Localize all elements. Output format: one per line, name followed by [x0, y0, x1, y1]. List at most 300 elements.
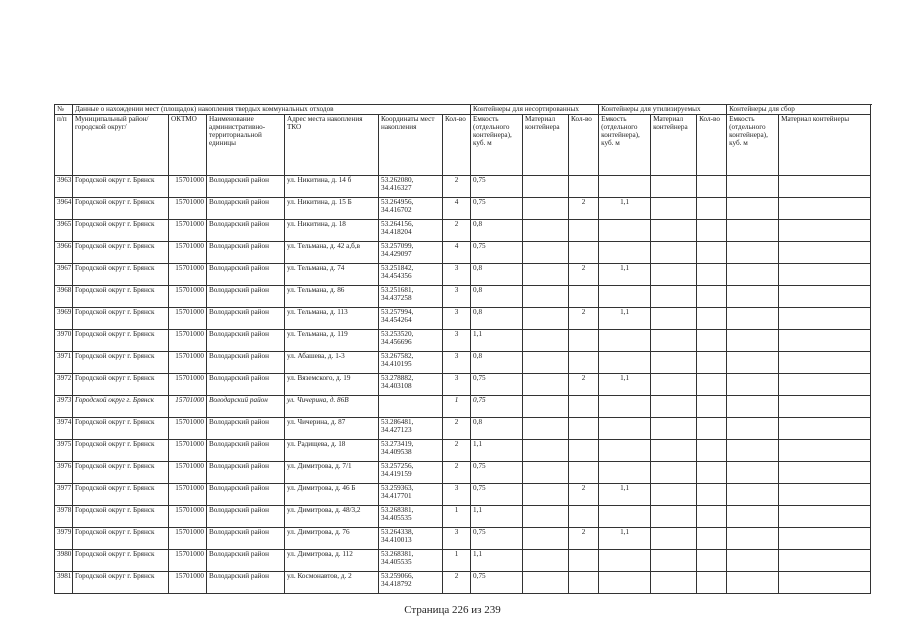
- table-cell: 3969: [55, 308, 73, 330]
- table-row: [55, 264, 871, 286]
- table-cell: 3: [443, 528, 471, 550]
- group-header: Контейнеры для утилизируемых: [599, 105, 727, 115]
- table-cell: 2: [569, 308, 599, 330]
- table-cell: [651, 264, 697, 286]
- column-header: ОКТМО: [169, 115, 207, 176]
- table-cell: 0,8: [471, 352, 523, 374]
- table-cell: 53.259363, 34.417701: [379, 484, 443, 506]
- table-cell: 2: [443, 462, 471, 484]
- table-cell: [697, 198, 727, 220]
- table-cell: 1: [443, 506, 471, 528]
- table-cell: 3: [443, 484, 471, 506]
- table-cell: 3972: [55, 374, 73, 396]
- table-cell: Городской округ г. Брянск: [73, 242, 169, 264]
- table-cell: [569, 352, 599, 374]
- table-cell: Городской округ г. Брянск: [73, 462, 169, 484]
- table-cell: ул. Чичерина, д. 86В: [285, 396, 379, 418]
- table-cell: [779, 286, 871, 308]
- table-cell: ул. Чичерина, д. 87: [285, 418, 379, 440]
- table-row: [55, 572, 871, 594]
- table-cell: [651, 462, 697, 484]
- table-cell: 53.268381, 34.405535: [379, 506, 443, 528]
- table-cell: 0,8: [471, 418, 523, 440]
- table-cell: Володарский район: [207, 484, 285, 506]
- table-cell: [651, 308, 697, 330]
- table-cell: [523, 308, 569, 330]
- table-cell: ул. Космонавтов, д. 2: [285, 572, 379, 594]
- table-cell: [599, 462, 651, 484]
- column-header: Емкость (отдельного контейнера), куб. м: [471, 115, 523, 176]
- table-cell: [727, 308, 779, 330]
- column-header: Материал контейнеры: [779, 115, 871, 176]
- table-cell: [599, 396, 651, 418]
- group-header: №: [55, 105, 73, 115]
- table-cell: Городской округ г. Брянск: [73, 506, 169, 528]
- table-cell: [779, 528, 871, 550]
- column-header: Адрес места накопления ТКО: [285, 115, 379, 176]
- table-cell: 0,75: [471, 374, 523, 396]
- table-cell: Володарский район: [207, 308, 285, 330]
- table-cell: [569, 286, 599, 308]
- table-cell: [569, 220, 599, 242]
- table-cell: [727, 352, 779, 374]
- table-cell: ул. Тельмана, д. 113: [285, 308, 379, 330]
- table-cell: Володарский район: [207, 264, 285, 286]
- table-cell: [779, 440, 871, 462]
- table-cell: 2: [443, 440, 471, 462]
- table-cell: 2: [569, 484, 599, 506]
- table-row: [55, 374, 871, 396]
- table-cell: 15701000: [169, 440, 207, 462]
- table-cell: 1,1: [471, 506, 523, 528]
- table-cell: [697, 462, 727, 484]
- table-cell: ул. Димитрова, д. 48/3,2: [285, 506, 379, 528]
- table-cell: 53.257256, 34.419159: [379, 462, 443, 484]
- table-cell: 2: [443, 418, 471, 440]
- table-cell: 3976: [55, 462, 73, 484]
- table-cell: Володарский район: [207, 396, 285, 418]
- table-cell: ул. Тельмана, д. 42 а,б,в: [285, 242, 379, 264]
- table-cell: [599, 352, 651, 374]
- table-cell: [599, 330, 651, 352]
- table-cell: 53.286481, 34.427123: [379, 418, 443, 440]
- table-cell: 2: [569, 374, 599, 396]
- table-cell: 3: [443, 330, 471, 352]
- table-cell: [569, 242, 599, 264]
- table-cell: [779, 418, 871, 440]
- table-cell: 53.257099, 34.429097: [379, 242, 443, 264]
- column-header: Кол-во: [443, 115, 471, 176]
- table-cell: ул. Никитина, д. 15 Б: [285, 198, 379, 220]
- table-cell: 15701000: [169, 264, 207, 286]
- table-cell: [697, 264, 727, 286]
- table-cell: Городской округ г. Брянск: [73, 396, 169, 418]
- table-cell: 4: [443, 198, 471, 220]
- table-cell: 53.268381, 34.405535: [379, 550, 443, 572]
- table-cell: Городской округ г. Брянск: [73, 264, 169, 286]
- page-number: Страница 226 из 239: [404, 604, 501, 616]
- table-cell: ул. Вяземского, д. 19: [285, 374, 379, 396]
- table-cell: 3975: [55, 440, 73, 462]
- table-cell: 3963: [55, 176, 73, 198]
- table-cell: Городской округ г. Брянск: [73, 198, 169, 220]
- table-cell: 53.257994, 34.454264: [379, 308, 443, 330]
- table-cell: [569, 506, 599, 528]
- table-cell: 15701000: [169, 550, 207, 572]
- registry-table: [54, 104, 871, 594]
- table-cell: 53.251681, 34.437258: [379, 286, 443, 308]
- table-cell: [599, 440, 651, 462]
- table-cell: 53.264956, 34.416702: [379, 198, 443, 220]
- table-cell: 2: [443, 220, 471, 242]
- table-cell: [651, 374, 697, 396]
- group-header-row: [55, 105, 871, 115]
- table-cell: 15701000: [169, 308, 207, 330]
- column-header: Материал контейнера: [651, 115, 697, 176]
- table-cell: [779, 308, 871, 330]
- table-cell: 2: [443, 176, 471, 198]
- table-cell: [727, 396, 779, 418]
- table-cell: [523, 198, 569, 220]
- table-cell: [523, 484, 569, 506]
- table-cell: 1: [443, 396, 471, 418]
- table-cell: 3977: [55, 484, 73, 506]
- table-cell: [379, 396, 443, 418]
- table-cell: [651, 198, 697, 220]
- table-cell: [779, 264, 871, 286]
- table-cell: Городской округ г. Брянск: [73, 330, 169, 352]
- table-cell: [697, 506, 727, 528]
- table-cell: 3974: [55, 418, 73, 440]
- column-header: п/п: [55, 115, 73, 176]
- table-cell: [569, 550, 599, 572]
- column-header: Материал контейнера: [523, 115, 569, 176]
- table-cell: [651, 286, 697, 308]
- table-row: [55, 462, 871, 484]
- table-cell: 3: [443, 264, 471, 286]
- table-cell: 4: [443, 242, 471, 264]
- table-cell: [523, 242, 569, 264]
- table-cell: [779, 374, 871, 396]
- table-cell: [727, 242, 779, 264]
- table-cell: [779, 396, 871, 418]
- table-cell: Володарский район: [207, 550, 285, 572]
- table-cell: 3964: [55, 198, 73, 220]
- table-cell: [569, 572, 599, 594]
- table-cell: 3966: [55, 242, 73, 264]
- table-row: [55, 176, 871, 198]
- table-cell: ул. Никитина, д. 14 б: [285, 176, 379, 198]
- table-row: [55, 330, 871, 352]
- table-cell: [523, 440, 569, 462]
- table-row: [55, 308, 871, 330]
- table-cell: [523, 418, 569, 440]
- table-cell: 1,1: [599, 264, 651, 286]
- table-row: [55, 396, 871, 418]
- table-cell: ул. Димитрова, д. 76: [285, 528, 379, 550]
- table-cell: 1,1: [599, 374, 651, 396]
- table-cell: [727, 176, 779, 198]
- table-cell: [779, 352, 871, 374]
- table-row: [55, 198, 871, 220]
- table-cell: 1,1: [599, 484, 651, 506]
- table-cell: 53.259066, 34.418792: [379, 572, 443, 594]
- table-cell: 3978: [55, 506, 73, 528]
- column-header: Емкость (отдельного контейнера), куб. м: [727, 115, 779, 176]
- table-cell: [697, 484, 727, 506]
- table-row: [55, 506, 871, 528]
- table-cell: Городской округ г. Брянск: [73, 352, 169, 374]
- table-cell: 1,1: [471, 330, 523, 352]
- table-cell: Городской округ г. Брянск: [73, 286, 169, 308]
- table-cell: 0,75: [471, 484, 523, 506]
- table-cell: Городской округ г. Брянск: [73, 176, 169, 198]
- table-cell: Городской округ г. Брянск: [73, 572, 169, 594]
- table-cell: 3971: [55, 352, 73, 374]
- table-cell: [727, 506, 779, 528]
- table-cell: 0,8: [471, 264, 523, 286]
- column-header: Емкость (отдельного контейнера), куб. м: [599, 115, 651, 176]
- table-cell: [523, 462, 569, 484]
- table-cell: [697, 308, 727, 330]
- table-cell: 15701000: [169, 176, 207, 198]
- table-cell: [697, 550, 727, 572]
- table-cell: ул. Радищева, д. 18: [285, 440, 379, 462]
- table-cell: 15701000: [169, 220, 207, 242]
- table-cell: [523, 330, 569, 352]
- table-cell: ул. Тельмана, д. 119: [285, 330, 379, 352]
- table-cell: [599, 506, 651, 528]
- table-cell: [697, 330, 727, 352]
- table-cell: [523, 374, 569, 396]
- table-cell: [523, 528, 569, 550]
- table-cell: [779, 484, 871, 506]
- table-cell: [523, 396, 569, 418]
- table-cell: 3: [443, 352, 471, 374]
- table-cell: 3965: [55, 220, 73, 242]
- table-cell: ул. Димитрова, д. 7/1: [285, 462, 379, 484]
- table-cell: [727, 572, 779, 594]
- table-cell: 0,8: [471, 308, 523, 330]
- table-cell: [697, 374, 727, 396]
- table-cell: [599, 220, 651, 242]
- table-cell: 0,75: [471, 462, 523, 484]
- table-cell: [727, 374, 779, 396]
- table-cell: 3980: [55, 550, 73, 572]
- table-cell: Городской округ г. Брянск: [73, 484, 169, 506]
- table-cell: 1,1: [599, 308, 651, 330]
- table-row: [55, 286, 871, 308]
- table-cell: [779, 242, 871, 264]
- table-cell: [569, 418, 599, 440]
- table-cell: [523, 176, 569, 198]
- table-cell: [697, 440, 727, 462]
- table-cell: [523, 264, 569, 286]
- table-cell: [651, 396, 697, 418]
- table-cell: [697, 528, 727, 550]
- table-cell: [697, 176, 727, 198]
- table-cell: 2: [443, 572, 471, 594]
- table-row: [55, 242, 871, 264]
- table-cell: [697, 396, 727, 418]
- table-cell: 15701000: [169, 352, 207, 374]
- table-row: [55, 418, 871, 440]
- table-cell: [727, 462, 779, 484]
- table-cell: Володарский район: [207, 242, 285, 264]
- table-cell: [651, 506, 697, 528]
- table-cell: [779, 572, 871, 594]
- table-cell: [523, 550, 569, 572]
- table-cell: 1,1: [471, 550, 523, 572]
- table-cell: ул. Тельмана, д. 86: [285, 286, 379, 308]
- table-cell: 3970: [55, 330, 73, 352]
- table-cell: [697, 242, 727, 264]
- table-cell: Городской округ г. Брянск: [73, 550, 169, 572]
- table-cell: [697, 352, 727, 374]
- table-cell: 0,75: [471, 242, 523, 264]
- table-cell: [651, 418, 697, 440]
- table-cell: 53.264338, 34.410013: [379, 528, 443, 550]
- column-header: Кол-во: [697, 115, 727, 176]
- table-cell: [697, 220, 727, 242]
- table-cell: 15701000: [169, 286, 207, 308]
- table-cell: [651, 220, 697, 242]
- column-header: Кол-во: [569, 115, 599, 176]
- table-cell: Городской округ г. Брянск: [73, 440, 169, 462]
- column-header-row: [55, 115, 871, 176]
- table-cell: [599, 550, 651, 572]
- table-cell: 3: [443, 308, 471, 330]
- table-cell: Городской округ г. Брянск: [73, 528, 169, 550]
- table-cell: Володарский район: [207, 286, 285, 308]
- table-cell: [779, 220, 871, 242]
- table-cell: [727, 484, 779, 506]
- table-cell: [651, 572, 697, 594]
- table-cell: 53.251842, 34.454356: [379, 264, 443, 286]
- table-cell: ул. Тельмана, д. 74: [285, 264, 379, 286]
- table-cell: 1: [443, 550, 471, 572]
- table-cell: Володарский район: [207, 220, 285, 242]
- table-cell: 53.273419, 34.409538: [379, 440, 443, 462]
- table-cell: Володарский район: [207, 352, 285, 374]
- table-cell: [727, 198, 779, 220]
- table-cell: 2: [569, 198, 599, 220]
- table-cell: 1,1: [599, 528, 651, 550]
- table-cell: Городской округ г. Брянск: [73, 220, 169, 242]
- table-cell: [569, 462, 599, 484]
- table-cell: [523, 352, 569, 374]
- table-cell: [779, 550, 871, 572]
- table-cell: 2: [569, 528, 599, 550]
- table-cell: [779, 506, 871, 528]
- table-cell: [779, 462, 871, 484]
- table-cell: [651, 484, 697, 506]
- table-cell: ул. Димитрова, д. 112: [285, 550, 379, 572]
- table-cell: 15701000: [169, 506, 207, 528]
- table-cell: [651, 550, 697, 572]
- table-cell: [727, 286, 779, 308]
- table-cell: [779, 198, 871, 220]
- table-cell: [569, 396, 599, 418]
- table-cell: 3979: [55, 528, 73, 550]
- group-header: Контейнеры для сбор: [727, 105, 871, 115]
- table-cell: ул. Никитина, д. 18: [285, 220, 379, 242]
- table-row: [55, 484, 871, 506]
- table-body: [55, 176, 871, 594]
- table-row: [55, 440, 871, 462]
- table-cell: Городской округ г. Брянск: [73, 418, 169, 440]
- table-cell: Городской округ г. Брянск: [73, 308, 169, 330]
- table-cell: 15701000: [169, 484, 207, 506]
- table-cell: [651, 528, 697, 550]
- table-cell: 0,75: [471, 528, 523, 550]
- column-header: Муниципальный район/городской округ/: [73, 115, 169, 176]
- table-cell: [523, 572, 569, 594]
- table-cell: ул. Абашева, д. 1-3: [285, 352, 379, 374]
- table-cell: 0,8: [471, 220, 523, 242]
- table-cell: [523, 506, 569, 528]
- table-cell: [727, 264, 779, 286]
- table-cell: 1,1: [599, 198, 651, 220]
- table-cell: [727, 220, 779, 242]
- table-cell: Городской округ г. Брянск: [73, 374, 169, 396]
- table-cell: Володарский район: [207, 374, 285, 396]
- table-cell: Володарский район: [207, 176, 285, 198]
- table-cell: [523, 220, 569, 242]
- table-cell: 15701000: [169, 242, 207, 264]
- table-cell: 3: [443, 286, 471, 308]
- table-cell: 15701000: [169, 396, 207, 418]
- table-cell: 15701000: [169, 418, 207, 440]
- table-cell: 0,75: [471, 572, 523, 594]
- table-cell: [599, 418, 651, 440]
- table-cell: 53.264156, 34.418204: [379, 220, 443, 242]
- table-cell: [697, 418, 727, 440]
- table-cell: 15701000: [169, 374, 207, 396]
- table-cell: [651, 440, 697, 462]
- table-cell: [727, 550, 779, 572]
- table-cell: 2: [569, 264, 599, 286]
- table-cell: [779, 176, 871, 198]
- table-row: [55, 352, 871, 374]
- table-row: [55, 528, 871, 550]
- table-cell: 15701000: [169, 330, 207, 352]
- table-cell: [651, 352, 697, 374]
- table-cell: 15701000: [169, 198, 207, 220]
- table-cell: [651, 242, 697, 264]
- table-cell: [727, 330, 779, 352]
- table-cell: [599, 286, 651, 308]
- table-cell: Володарский район: [207, 506, 285, 528]
- table-cell: 3: [443, 374, 471, 396]
- table-cell: 15701000: [169, 572, 207, 594]
- table-cell: 3968: [55, 286, 73, 308]
- column-header: Координаты мест накопления: [379, 115, 443, 176]
- table-cell: 1,1: [471, 440, 523, 462]
- table-cell: [569, 330, 599, 352]
- table-cell: [727, 418, 779, 440]
- table-cell: 3973: [55, 396, 73, 418]
- table-cell: [569, 176, 599, 198]
- table-cell: 0,75: [471, 396, 523, 418]
- table-cell: ул. Димитрова, д. 46 Б: [285, 484, 379, 506]
- table-cell: 53.267582, 34.410195: [379, 352, 443, 374]
- table-cell: [569, 440, 599, 462]
- table-cell: 15701000: [169, 462, 207, 484]
- table-cell: [727, 440, 779, 462]
- table-cell: Володарский район: [207, 418, 285, 440]
- table-cell: [523, 286, 569, 308]
